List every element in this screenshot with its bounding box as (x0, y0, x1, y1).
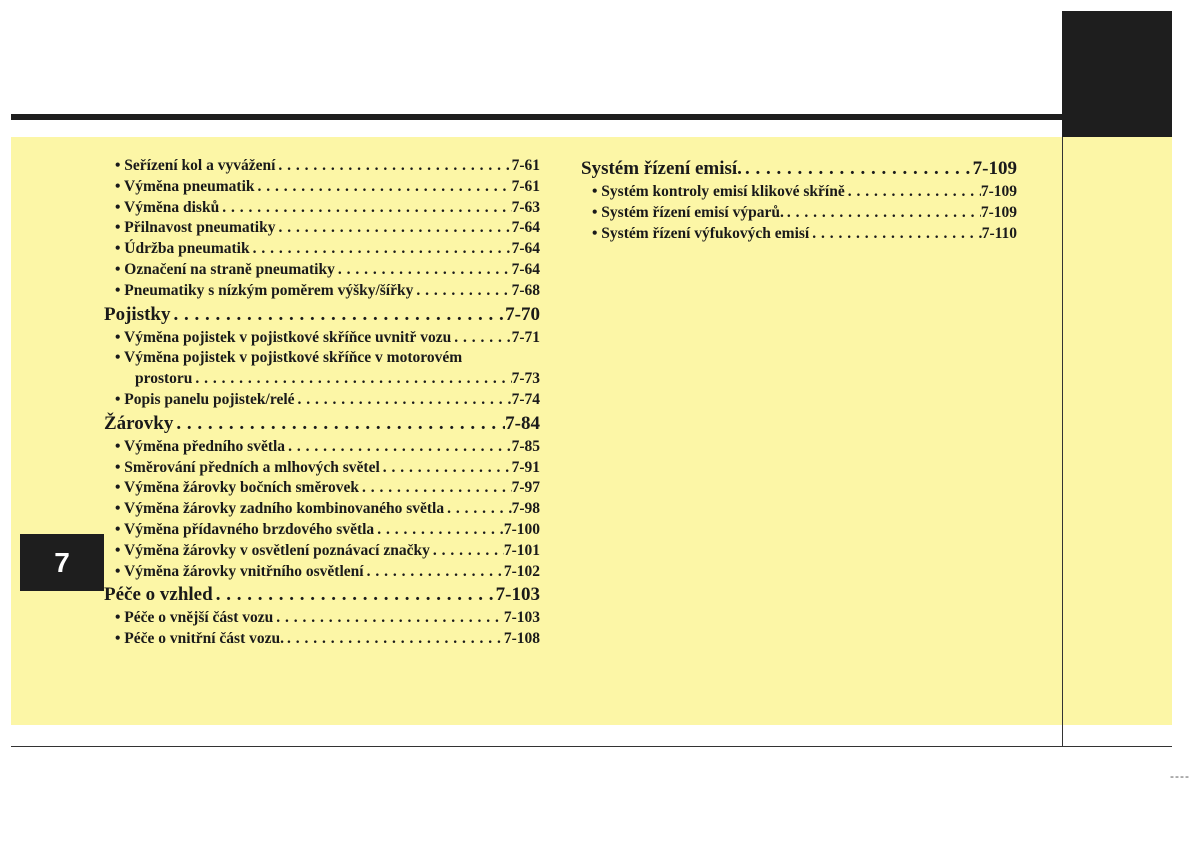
toc-subentry (581, 203, 1017, 224)
toc-section-entry (104, 411, 540, 437)
toc-leader-dots (284, 629, 504, 650)
toc-entry-label: Žárovky (104, 412, 174, 434)
toc-entry-label: • Údržba pneumatik (115, 240, 250, 258)
toc-entry-label: prostoru (135, 370, 193, 388)
toc-entry-label: • Výměna žárovky vnitřního osvětlení (115, 562, 364, 580)
toc-entry-label: • Výměna přídavného brzdového světla (115, 520, 375, 538)
toc-subentry (104, 177, 540, 198)
toc-entry-label: • Péče o vnitřní část vozu. (115, 630, 285, 648)
toc-left-column (104, 156, 540, 650)
toc-leader-dots (273, 608, 504, 629)
toc-entry-label: Pojistky (104, 303, 171, 325)
toc-leader-dots (742, 156, 973, 182)
toc-subentry (104, 437, 540, 458)
toc-page-number: 7-64 (511, 219, 540, 237)
toc-entry-label: • Výměna žárovky zadního kombinovaného světla (115, 500, 445, 518)
toc-subentry (581, 182, 1017, 203)
toc-leader-dots (335, 260, 512, 281)
toc-leader-dots (374, 520, 504, 541)
toc-leader-dots (285, 437, 512, 458)
margin-line (1062, 137, 1063, 747)
toc-entry-label: • Označení na straně pneumatiky (115, 260, 335, 278)
toc-subentry (104, 156, 540, 177)
chapter-number-tab: 7 (20, 534, 104, 591)
toc-leader-dots (784, 203, 981, 224)
toc-page-number: 7-63 (511, 198, 540, 216)
toc-page-number: 7-64 (511, 260, 540, 278)
toc-leader-dots (430, 541, 504, 562)
toc-entry-label: • Výměna předního světla (115, 437, 286, 455)
toc-leader-dots (364, 562, 504, 583)
toc-leader-dots (171, 302, 506, 328)
toc-subentry (104, 520, 540, 541)
toc-page-number: 7-109 (972, 158, 1017, 179)
toc-entry-label: • Výměna žárovky bočních směrovek (115, 479, 359, 497)
toc-page-number: 7-97 (511, 479, 540, 497)
toc-right-column (581, 156, 1017, 244)
toc-entry-label: • Výměna disků (115, 198, 220, 216)
toc-leader-dots (413, 281, 511, 302)
toc-page-number: 7-68 (511, 281, 540, 299)
toc-page-number: 7-64 (511, 240, 540, 258)
toc-subentry (104, 478, 540, 499)
toc-entry-label: • Směrování předních a mlhových světel (115, 458, 380, 476)
toc-entry-label: • Péče o vnější část vozu (115, 609, 274, 627)
toc-leader-dots (845, 182, 981, 203)
bottom-rule (11, 746, 1172, 747)
toc-subentry (104, 218, 540, 239)
toc-page-number: 7-85 (511, 437, 540, 455)
toc-subentry (104, 281, 540, 302)
corner-tab (1062, 11, 1172, 137)
toc-leader-dots (275, 156, 511, 177)
toc-leader-dots (255, 177, 512, 198)
toc-entry-label: Systém řízení emisí. (581, 158, 742, 179)
toc-subentry (104, 541, 540, 562)
toc-page-number: 7-103 (503, 609, 540, 627)
toc-leader-dots (444, 499, 511, 520)
toc-page-number: 7-70 (505, 303, 540, 325)
toc-leader-dots (213, 582, 496, 608)
toc-page-number: 7-71 (511, 328, 540, 346)
toc-page-number: 7-108 (503, 630, 540, 648)
toc-subentry (104, 608, 540, 629)
toc-subentry (104, 348, 540, 369)
toc-subentry (104, 239, 540, 260)
toc-subentry (104, 562, 540, 583)
toc-section-entry (104, 582, 540, 608)
toc-leader-dots (809, 224, 981, 245)
toc-page-number: 7-102 (503, 562, 540, 580)
toc-leader-dots (380, 458, 512, 479)
toc-leader-dots (295, 390, 512, 411)
toc-subentry (104, 458, 540, 479)
toc-entry-label: • Výměna pojistek v pojistkové skříňce uvnitř vozu (115, 328, 452, 346)
toc-subentry (104, 328, 540, 349)
toc-entry-label: • Pneumatiky s nízkým poměrem výšky/šířky (115, 281, 414, 299)
toc-leader-dots (275, 218, 511, 239)
toc-subentry (104, 369, 540, 390)
toc-page-number: 7-98 (511, 500, 540, 518)
toc-entry-label: • Výměna pneumatik (115, 177, 255, 195)
toc-page-number: 7-61 (511, 177, 540, 195)
toc-page-number: 7-109 (980, 183, 1017, 200)
toc-leader-dots (250, 239, 512, 260)
toc-leader-dots (451, 328, 511, 349)
toc-entry-label: • Systém řízení výfukových emisí (592, 224, 810, 242)
toc-page-number: 7-101 (503, 541, 540, 559)
toc-entry-label: • Výměna pojistek v pojistkové skříňce v motorovém (115, 349, 463, 367)
toc-leader-dots (219, 198, 511, 219)
toc-page-number: 7-73 (511, 370, 540, 388)
toc-entry-label: • Výměna žárovky v osvětlení poznávací značky (115, 541, 430, 559)
toc-entry-label: • Přilnavost pneumatiky (115, 219, 276, 237)
toc-subentry (104, 198, 540, 219)
toc-entry-label: • Systém kontroly emisí klikové skříně (592, 183, 845, 200)
top-rule (11, 114, 1062, 120)
toc-page-number: 7-103 (495, 584, 540, 606)
toc-page-number: 7-109 (980, 203, 1017, 221)
toc-leader-dots (173, 411, 505, 437)
toc-page-number: 7-61 (511, 157, 540, 174)
toc-subentry (104, 260, 540, 281)
toc-page-number: 7-100 (503, 520, 540, 538)
toc-subentry (104, 499, 540, 520)
toc-subentry (104, 629, 540, 650)
toc-entry-label: • Systém řízení emisí výparů. (592, 203, 784, 221)
toc-page-number: 7-74 (511, 390, 540, 408)
toc-entry-label: Péče o vzhled (104, 584, 213, 606)
toc-section-entry (104, 302, 540, 328)
toc-entry-label: • Seřízení kol a vyvážení (115, 157, 276, 174)
toc-page-number: 7-91 (511, 458, 540, 476)
toc-subentry (581, 224, 1017, 245)
toc-subentry (104, 390, 540, 411)
toc-page-number: 7-84 (505, 412, 540, 434)
toc-leader-dots (359, 478, 512, 499)
page-marker: ---- (1170, 769, 1190, 783)
toc-leader-dots (192, 369, 511, 390)
toc-section-entry (581, 156, 1017, 182)
toc-entry-label: • Popis panelu pojistek/relé (115, 390, 295, 408)
toc-page-number: 7-110 (981, 224, 1017, 242)
